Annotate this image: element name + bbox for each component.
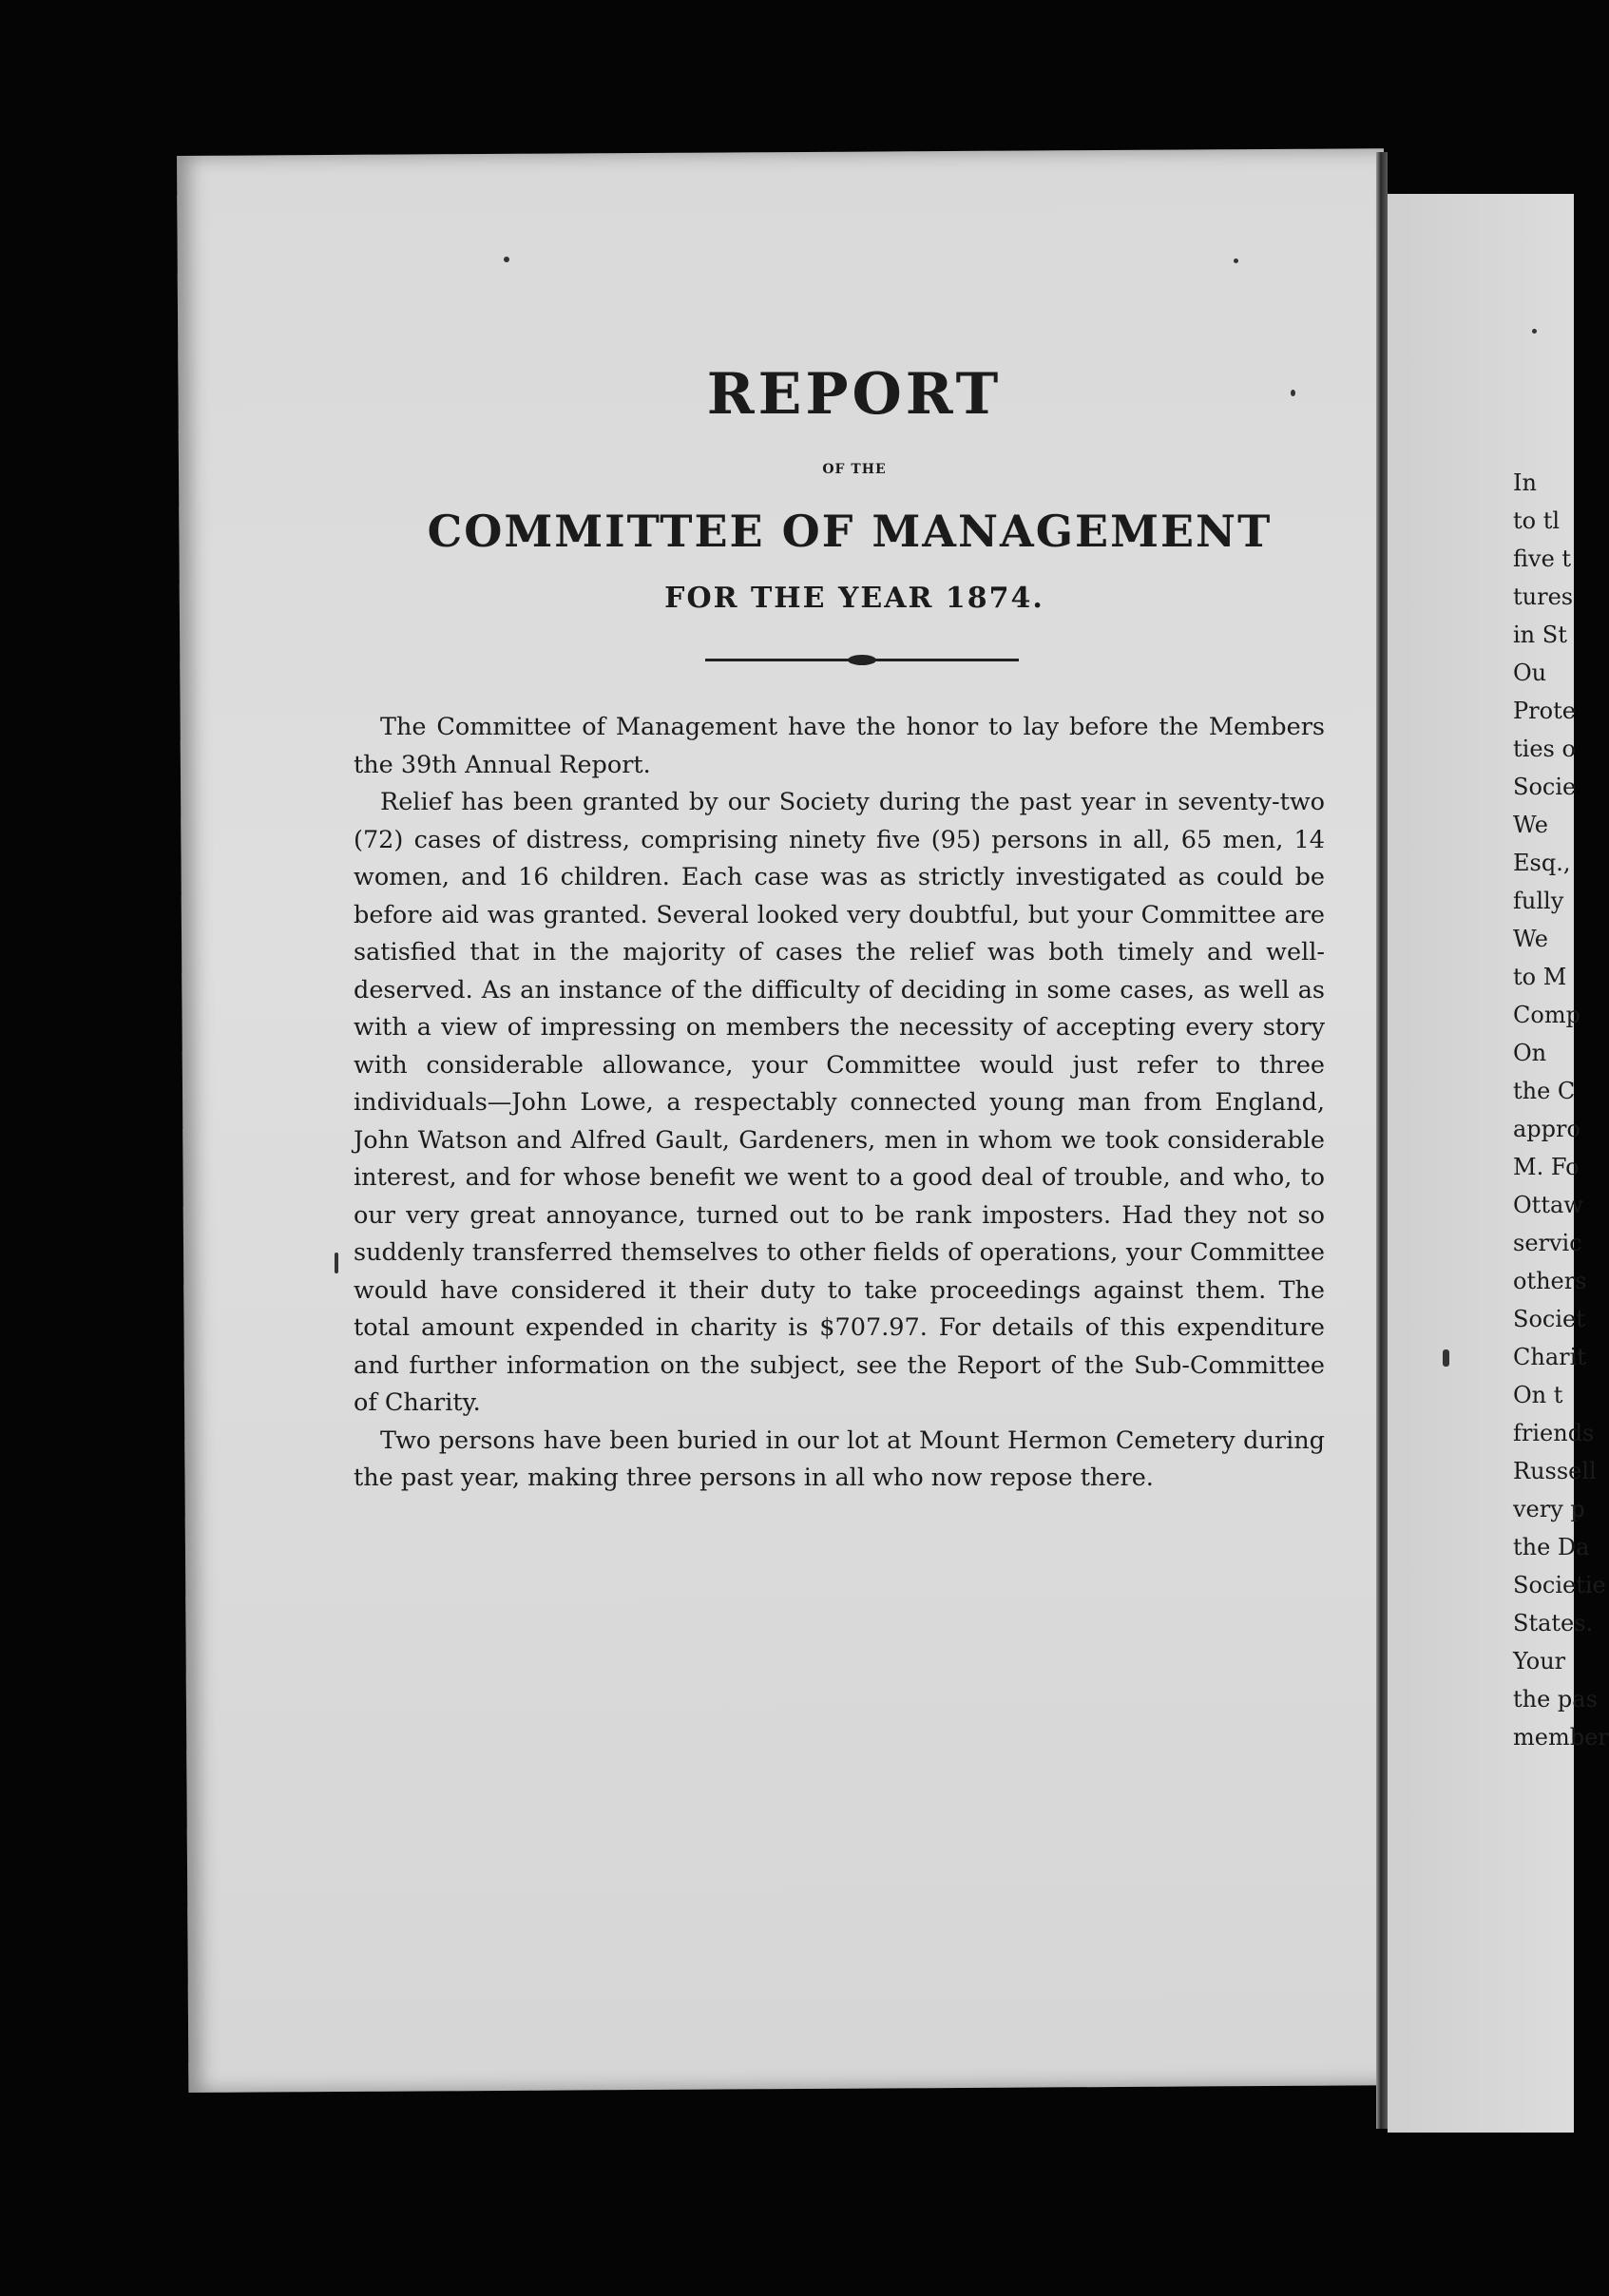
facing-page-line: We: [1513, 926, 1548, 952]
facing-page-line: others: [1513, 1268, 1587, 1294]
facing-page-line: ties o: [1513, 736, 1576, 762]
facing-page-line: Russell: [1513, 1458, 1597, 1484]
facing-page-line: Ou: [1513, 660, 1547, 686]
report-title: REPORT: [706, 361, 1003, 428]
report-committee-heading: COMMITTEE OF MANAGEMENT: [427, 506, 1273, 557]
facing-page-line: five t: [1513, 545, 1572, 572]
facing-page-line: servic: [1513, 1230, 1582, 1256]
facing-page-line: We: [1513, 812, 1548, 838]
report-year-heading: FOR THE YEAR 1874.: [664, 582, 1044, 615]
scan-speck: [1532, 329, 1537, 334]
scan-speck: [1443, 1349, 1449, 1367]
ornamental-rule: [705, 659, 1019, 661]
facing-page-line: appro: [1513, 1116, 1580, 1142]
facing-page-line: M. Fo: [1513, 1154, 1580, 1180]
scan-speck: [1234, 258, 1238, 263]
facing-page-line: Prote: [1513, 698, 1576, 724]
facing-page-line: tures: [1513, 584, 1574, 610]
report-of-the: OF THE: [822, 462, 887, 477]
facing-page-line: friends: [1513, 1420, 1595, 1446]
facing-page-line: Societ: [1513, 1306, 1585, 1332]
facing-page-text: [1513, 464, 1609, 1756]
facing-page-line: the C: [1513, 1078, 1576, 1104]
paragraph-cemetery: Two persons have been buried in our lot at Mount Hermon Cemetery during the past year, making three persons in all who now repose there.: [354, 1425, 1325, 1492]
facing-page-line: States.: [1513, 1610, 1594, 1636]
facing-page-line: Ottaw: [1513, 1192, 1583, 1218]
facing-page-line: the Da: [1513, 1534, 1590, 1560]
facing-page-line: On: [1513, 1040, 1547, 1066]
facing-page-line: Comp: [1513, 1002, 1580, 1028]
facing-page-line: Societie: [1513, 1572, 1606, 1598]
facing-page-line: the pas: [1513, 1686, 1598, 1712]
scan-speck: [1291, 390, 1295, 396]
facing-page-line: in St: [1513, 622, 1567, 648]
report-content: [346, 361, 1325, 1498]
scan-speck: [335, 1253, 338, 1273]
paragraph-relief: Relief has been granted by our Society during the past year in seventy-two (72) cases of distress, comprising ninety five (95) persons in all, 65 men, 14 women, and 16 children. Each case was as strictly investigated as could be before aid was granted. Several looked very doubtful, but your Committee are satisfied that in the majority of cases the relief was both timely and well-deserved. As an instance of the difficulty of deciding in some cases, as well as with a view of impressing on members the necessity of accepting every story with considerable allowance, your Committee would just refer to three individuals—John Lowe, a respectably connected young man from England, John Watson and Alfred Gault, Gardeners, men in whom we took considerable interest, and for whose benefit we went to a good deal of trouble, and who, to our very great annoyance, turned out to be rank imposters. Had they not so suddenly transferred themselves to other fields of operations, your Committee would have considered it their duty to take proceedings against them. The total amount expended in charity is $707.97. For details of this expenditure and further information on the subject, see the Report of the Sub-Committee of Charity.: [354, 788, 1325, 1417]
paragraph-intro: The Committee of Management have the honor to lay before the Members the 39th Annual Report.: [354, 713, 1325, 779]
scan-speck: [504, 257, 509, 262]
facing-page-line: very p: [1513, 1496, 1585, 1522]
facing-page-line: Esq.,: [1513, 850, 1571, 876]
facing-page-line: to tl: [1513, 507, 1561, 534]
facing-page-line: Your: [1513, 1648, 1566, 1674]
facing-page-line: member: [1513, 1724, 1609, 1751]
facing-page-line: fully: [1513, 888, 1564, 914]
facing-page-line: Socie: [1513, 774, 1577, 800]
book-gutter: [1376, 152, 1388, 2129]
facing-page-line: In: [1513, 469, 1537, 496]
facing-page-line: Charit: [1513, 1344, 1586, 1370]
facing-page-line: to M: [1513, 964, 1567, 990]
facing-page-line: On t: [1513, 1382, 1563, 1408]
